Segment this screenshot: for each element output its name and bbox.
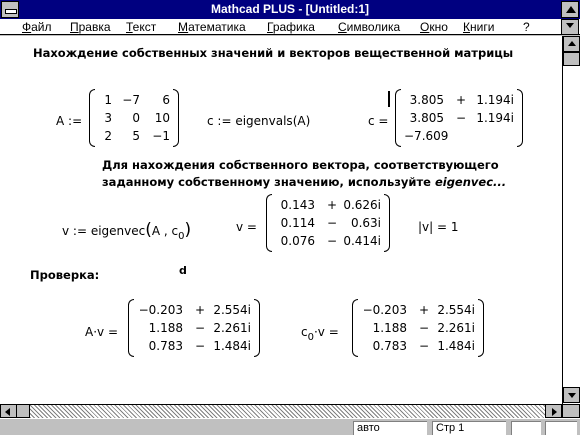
v-label[interactable]: v = [236, 220, 257, 234]
a-label[interactable]: A := [56, 114, 83, 128]
menu-books[interactable]: Книги [463, 20, 495, 34]
scroll-left-icon[interactable] [0, 404, 17, 418]
vertical-scroll-thumb[interactable] [563, 52, 580, 66]
scroll-right-icon[interactable] [545, 404, 562, 418]
matrix-c0v-result[interactable]: −0.203 + 2.554i 1.188 − 2.261i 0.783 − 1.484i [352, 299, 484, 357]
scroll-down-icon[interactable] [563, 387, 580, 403]
matrix-c-result[interactable]: 3.805 + 1.194i 3.805 − 1.194i −7.609 [395, 89, 523, 147]
menu-window[interactable]: Окно [420, 20, 448, 34]
restore-icon[interactable] [561, 19, 579, 35]
system-menu-icon[interactable] [1, 1, 19, 18]
status-page: Стр 1 [432, 421, 506, 435]
menu-help[interactable]: ? [523, 20, 530, 34]
status-mode: авто [353, 421, 427, 435]
menu-file[interactable]: Файл [22, 20, 52, 34]
menu-math[interactable]: Математика [178, 20, 246, 34]
vector-v-result[interactable]: 0.143 + 0.626i 0.114 − 0.63i 0.076 − 0.414i [266, 194, 390, 252]
c-label[interactable]: c = [368, 114, 389, 128]
eigenvec-definition[interactable]: v := eigenvec(A , $c_0$) [62, 220, 192, 242]
note-func-name: eigenvec... [434, 175, 507, 189]
horizontal-scrollbar[interactable] [0, 404, 580, 418]
status-panel-empty-1 [511, 421, 541, 435]
worksheet[interactable] [0, 36, 562, 404]
menu-edit[interactable]: Правка [70, 20, 111, 34]
note-line-2[interactable]: заданному собственному значению, используйте eigenvec... [102, 175, 507, 189]
note-line-1[interactable]: Для нахождения собственного вектора, соответствующего [102, 158, 499, 172]
menu-symbolics[interactable]: Символика [338, 20, 401, 34]
text-cursor [388, 91, 390, 107]
horizontal-scroll-thumb[interactable] [16, 404, 30, 418]
menu-bar [0, 19, 580, 35]
vertical-scrollbar[interactable] [562, 36, 580, 404]
stray-char[interactable]: d [179, 264, 187, 277]
window-title: Mathcad PLUS - [Untitled:1] [211, 2, 369, 16]
norm-v[interactable]: |v| = 1 [418, 220, 459, 234]
title-bar [0, 0, 580, 19]
matrix-av-result[interactable]: −0.203 + 2.554i 1.188 − 2.261i 0.783 − 1.484i [128, 299, 260, 357]
matrix-a[interactable]: 1 −7 6 3 0 10 2 5 −1 [89, 89, 179, 147]
menu-graphics[interactable]: Графика [267, 20, 315, 34]
eigenvals-definition[interactable]: c := eigenvals(A) [207, 114, 311, 128]
scroll-up-icon[interactable] [563, 36, 580, 52]
status-bar [0, 418, 580, 435]
maximize-icon[interactable] [561, 1, 579, 18]
menu-text[interactable]: Текст [126, 20, 157, 34]
check-label[interactable]: Проверка: [30, 268, 100, 282]
av-label[interactable]: A·v = [85, 325, 118, 339]
status-panel-empty-2 [545, 421, 577, 435]
bracket-right [173, 89, 179, 147]
heading-text[interactable]: Нахождение собственных значений и векторов вещественной матрицы [33, 46, 514, 60]
c0v-label[interactable]: $c_0\cdot v$ = [301, 325, 339, 343]
scrollbar-corner [562, 404, 580, 418]
